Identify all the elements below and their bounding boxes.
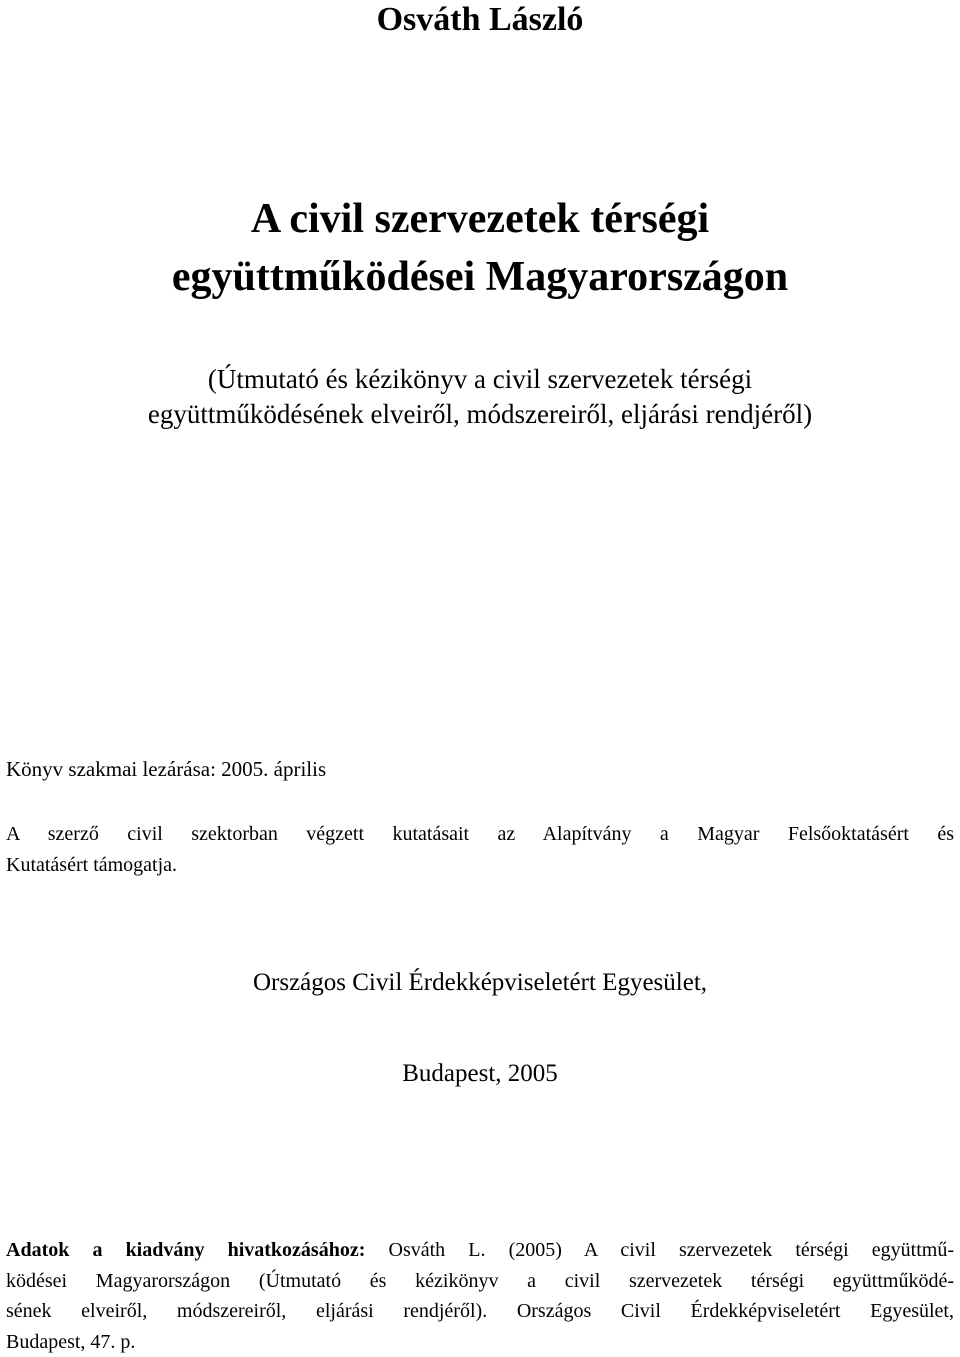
citation-label: Adatok a kiadvány hivatkozásához: xyxy=(6,1239,365,1261)
subtitle-line-1: (Útmutató és kézikönyv a civil szervezetek térségi xyxy=(0,362,960,397)
citation-line-1-text: Osváth L. (2005) A civil szervezetek térségi együttmű- xyxy=(365,1239,954,1261)
support-note xyxy=(6,819,954,881)
title-line-1: A civil szervezetek térségi xyxy=(0,190,960,248)
document-title xyxy=(0,190,960,306)
citation-block xyxy=(6,1235,954,1357)
citation-line-2: ködései Magyarországon (Útmutató és kézikönyv a civil szervezetek térségi együttműködé- xyxy=(6,1266,954,1297)
author-name: Osváth László xyxy=(0,0,960,40)
closing-date: Könyv szakmai lezárása: 2005. április xyxy=(6,756,326,782)
place-and-year: Budapest, 2005 xyxy=(0,1058,960,1090)
title-line-2: együttműködései Magyarországon xyxy=(0,248,960,306)
publisher: Országos Civil Érdekképviseletért Egyesület, xyxy=(0,967,960,999)
subtitle-line-2: együttműködésének elveiről, módszereiről, eljárási rendjéről) xyxy=(0,397,960,432)
citation-line-4: Budapest, 47. p. xyxy=(6,1327,954,1357)
document-subtitle xyxy=(0,362,960,432)
citation-line-3: sének elveiről, módszereiről, eljárási rendjéről). Országos Civil Érdekképviseletért Egyesület, xyxy=(6,1296,954,1327)
support-note-line-1: A szerző civil szektorban végzett kutatásait az Alapítvány a Magyar Felsőoktatásért és xyxy=(6,819,954,850)
citation-line-1 xyxy=(6,1235,954,1266)
support-note-line-2: Kutatásért támogatja. xyxy=(6,850,954,881)
